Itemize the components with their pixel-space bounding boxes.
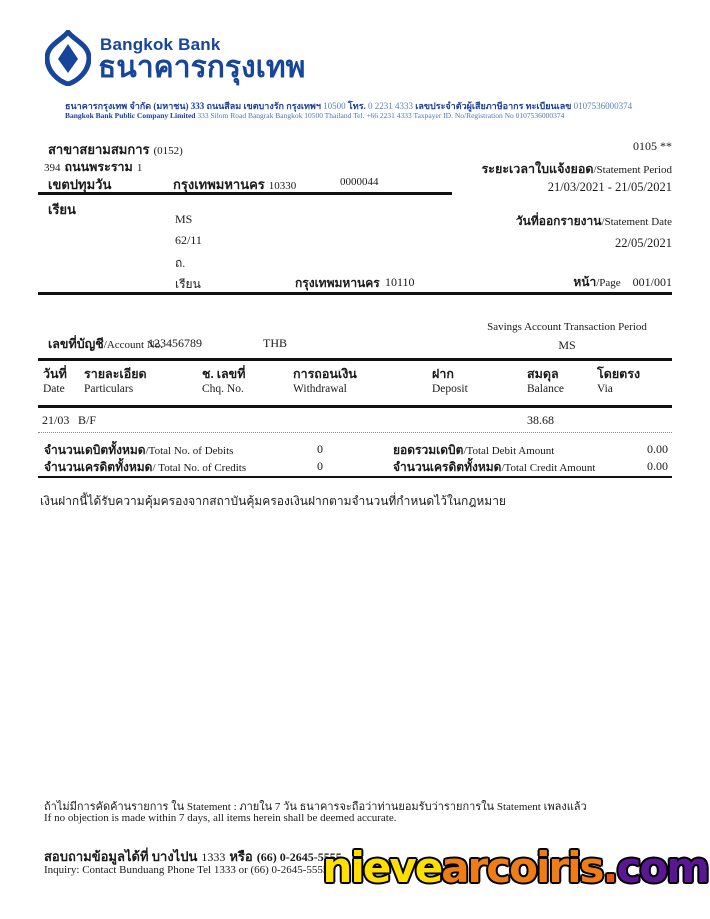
watermark-part-com: com <box>616 843 708 892</box>
recipient-zip: 10110 <box>385 275 415 289</box>
total-credit-amount-value: 0.00 <box>647 459 668 473</box>
branch-name: สาขาสยามสมการ <box>48 142 150 157</box>
col-header-deposit-th: ฝาก <box>432 367 454 381</box>
page-indicator <box>573 273 672 292</box>
bank-wordmark-en: Bangkok Bank <box>100 35 221 54</box>
total-credit-amount-label-th: จำนวนเครดิตทั้งหมด <box>393 460 502 474</box>
statement-period-label <box>482 159 672 179</box>
account-label-en: /Account No. <box>103 339 164 351</box>
account-label-th: เลขที่บัญชี <box>48 337 104 351</box>
bangkok-bank-lotus-icon <box>45 30 91 91</box>
page-label-en: /Page <box>596 277 621 289</box>
watermark-part-arcoiris: arcoiris <box>441 843 603 892</box>
branch-zip: 10330 <box>268 180 297 192</box>
watermark-part-nieve: nieve <box>322 843 442 892</box>
total-debit-amount-value: 0.00 <box>647 442 668 456</box>
col-header-withdrawal-th: การถอนเงิน <box>293 367 357 381</box>
col-header-chq-th: ช. เลขที่ <box>202 367 246 381</box>
total-credits-count-label-th: จำนวนเครดิตทั้งหมด <box>44 460 153 474</box>
mail-sort-code: 0000044 <box>340 176 379 188</box>
recipient-city <box>295 274 380 293</box>
divider-totals <box>38 476 672 478</box>
total-debit-amount-label-th: ยอดรวมเดบิต <box>393 443 464 457</box>
col-header-chq-en: Chq. No. <box>202 383 244 395</box>
recipient-line-3: ถ. <box>175 256 186 270</box>
total-credits-count-value: 0 <box>317 459 323 473</box>
account-type-value: MS <box>558 338 576 352</box>
bank-tel-number: 0 2231 4333 <box>368 101 414 111</box>
inquiry-phone-long: (66) 0-2645-5555 <box>256 850 342 864</box>
col-header-deposit-en: Deposit <box>432 383 468 395</box>
inquiry-phone-short: 1333 <box>201 850 226 864</box>
cell-balance: 38.68 <box>527 413 554 427</box>
objection-note-th: ถ้าไม่มีการคัดค้านรายการ ใน Statement : ภายใน 7 วัน ธนาคารจะถือว่าท่านยอมรับว่ารายการใน Statement เพลงแล้ว <box>44 801 587 813</box>
account-type-title: Savings Account Transaction Period <box>487 321 647 333</box>
objection-note-en: If no objection is made within 7 days, all items herein shall be deemed accurate. <box>44 812 397 824</box>
total-credit-amount-label-en: /Total Credit Amount <box>501 462 596 474</box>
account-number-label <box>48 334 163 354</box>
cell-date: 21/03 <box>42 413 70 427</box>
statement-period-label-en: /Statement Period <box>593 164 672 176</box>
deposit-protection-note: เงินฝากนี้ได้รับความคุ้มครองจากสถาบันคุ้มครองเงินฝากตามจำนวนที่กำหนดไว้ในกฎหมาย <box>40 494 506 508</box>
bank-address-line-en <box>65 111 564 120</box>
branch-street-suffix: 1 <box>136 162 143 174</box>
account-number: 123456789 <box>148 336 202 350</box>
recipient-line-4-salutation: เรียน <box>175 277 201 291</box>
bank-name-th: ธนาคารกรุงเทพ จำกัด (มหาชน) <box>65 101 189 111</box>
col-header-via-en: Via <box>597 383 613 395</box>
account-currency: THB <box>263 336 287 350</box>
statement-date-label-en: /Statement Date <box>601 216 672 228</box>
col-header-via-th: โดยตรง <box>597 367 641 381</box>
watermark-part-dot: . <box>602 843 617 892</box>
divider-account <box>38 358 672 361</box>
inquiry-line-en: Inquiry: Contact Bunduang Phone Tel 1333 or (66) 0-2645-5555 <box>44 864 329 876</box>
bank-street-th: 333 ถนนสีลม เขตบางรัก กรุงเทพฯ <box>190 101 321 111</box>
divider-table-header <box>38 405 672 408</box>
recipient-line-1: MS <box>175 212 193 226</box>
divider-header <box>38 292 672 295</box>
recipient-city-name: กรุงเทพมหานคร <box>295 276 380 290</box>
total-credits-count-label <box>44 458 246 477</box>
divider-branch <box>38 192 452 195</box>
statement-date-label <box>516 212 672 231</box>
col-header-particulars-th: รายละเอียด <box>84 367 147 381</box>
col-header-particulars-en: Particulars <box>84 383 134 395</box>
statement-period-value: 21/03/2021 - 21/05/2021 <box>547 180 672 194</box>
bank-zip-th: 10500 <box>323 101 346 111</box>
branch-city: กรุงเทพมหานคร <box>173 177 265 192</box>
branch-code: (0152) <box>153 145 183 157</box>
branch-street-no: 394 <box>44 162 61 174</box>
col-header-date-th: วันที่ <box>43 367 67 381</box>
total-debit-amount-label-en: /Total Debit Amount <box>463 445 555 457</box>
branch-street: ถนนพระราม <box>64 160 133 174</box>
cell-particulars: B/F <box>78 413 97 427</box>
total-debits-count-label-th: จำนวนเดบิตทั้งหมด <box>44 443 146 457</box>
total-debits-count-label-en: /Total No. of Debits <box>145 445 234 457</box>
site-watermark <box>323 843 708 892</box>
inquiry-th-part2: หรือ <box>229 849 253 864</box>
col-header-date-en: Date <box>43 383 65 395</box>
inquiry-th-part1: สอบถามข้อมูลได้ที่ บางไปน <box>44 849 198 864</box>
col-header-balance-th: สมดุล <box>527 367 559 381</box>
bank-name-en: Bangkok Bank Public Company Limited <box>65 111 196 120</box>
bank-taxid-label-th: เลขประจำตัวผู้เสียภาษีอากร ทะเบียนเลข <box>415 101 572 111</box>
total-credits-count-label-en: / Total No. of Credits <box>152 462 247 474</box>
col-header-balance-en: Balance <box>527 383 565 395</box>
bank-wordmark-th: ธนาคารกรุงเทพ <box>98 51 306 84</box>
divider-row-dotted <box>38 432 672 433</box>
bank-taxid-number: 0107536000374 <box>573 101 633 111</box>
col-header-withdrawal-en: Withdrawal <box>293 383 347 395</box>
bank-address-rest-en: 333 Silom Road Bangrak Bangkok 10500 Thailand Tel. +66 2231 4333 Taxpayer ID. No/Registration No 0107536000374 <box>197 111 565 120</box>
page-value: 001/001 <box>632 275 672 289</box>
statement-date-label-th: วันที่ออกรายงาน <box>515 214 602 228</box>
recipient-line-2: 62/11 <box>175 233 202 247</box>
bank-tel-label-th: โทร. <box>347 101 366 111</box>
document-number: 0105 ** <box>633 139 672 153</box>
total-credit-amount-label <box>393 458 595 477</box>
statement-date-value: 22/05/2021 <box>615 236 672 250</box>
branch-district: เขตปทุมวัน <box>48 177 112 192</box>
page-label-th: หน้า <box>573 275 597 289</box>
total-debits-count-value: 0 <box>317 442 323 456</box>
salutation: เรียน <box>48 202 76 217</box>
statement-period-label-th: ระยะเวลาใบแจ้งยอด <box>481 162 594 176</box>
